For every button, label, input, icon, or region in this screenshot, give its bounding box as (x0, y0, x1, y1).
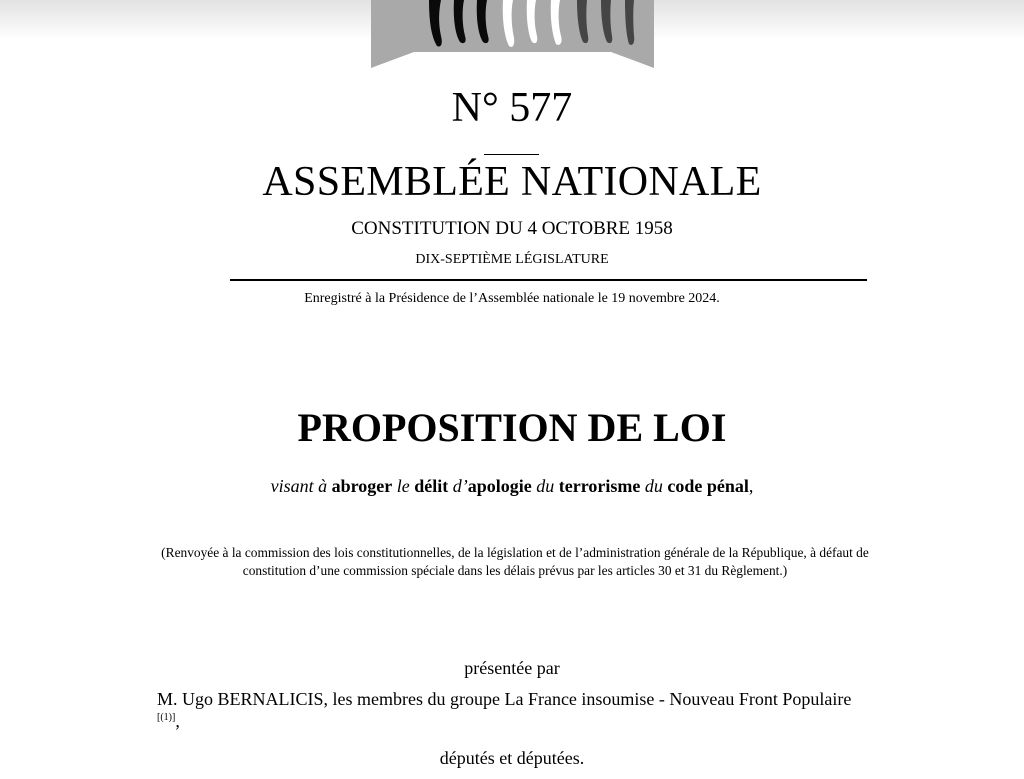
document-number: N° 577 (451, 85, 573, 131)
document-subtitle (0, 474, 1024, 498)
document-title: PROPOSITION DE LOI (297, 405, 727, 450)
subtitle-segment: abroger (331, 476, 393, 496)
subtitle-segment: délit (414, 476, 449, 496)
authors-text: M. Ugo BERNALICIS, les membres du groupe La France insoumise - Nouveau Front Populaire (157, 689, 852, 709)
subtitle-segment: code pénal (667, 476, 749, 496)
subtitle-segment: du (536, 476, 555, 496)
footnote-link[interactable]: [(1)] (157, 712, 176, 723)
subtitle-segment: du (644, 476, 663, 496)
subtitle-segment: apologie (467, 476, 532, 496)
subtitle-segment: visant à (270, 476, 328, 496)
subtitle-segment: , (748, 476, 754, 496)
subtitle-segment: terrorisme (558, 476, 641, 496)
registration-line: Enregistré à la Présidence de l’Assemblée nationale le 19 novembre 2024. (304, 291, 720, 306)
presented-by-label: présentée par (464, 658, 560, 678)
constitution-line: CONSTITUTION DU 4 OCTOBRE 1958 (351, 218, 673, 239)
deputies-line: députés et députées. (439, 748, 585, 768)
short-divider (484, 154, 539, 155)
institution-name: ASSEMBLÉE NATIONALE (262, 159, 762, 205)
referral-note: (Renvoyée à la commission des lois constitutionnelles, de la législation et de l’administration générale de la République, à défaut de constitution d’une commission spéciale dans les délais prévus par les articles 30 et 31 du Règlement.) (161, 545, 869, 578)
authors-suffix: , (175, 711, 180, 731)
authors-line (157, 688, 877, 732)
subtitle-segment: le (396, 476, 410, 496)
subtitle-segment: d’ (452, 476, 468, 496)
header-divider (230, 279, 867, 281)
legislature-line: DIX-SEPTIÈME LÉGISLATURE (415, 252, 609, 267)
assemblee-nationale-logo-icon (371, 0, 654, 70)
